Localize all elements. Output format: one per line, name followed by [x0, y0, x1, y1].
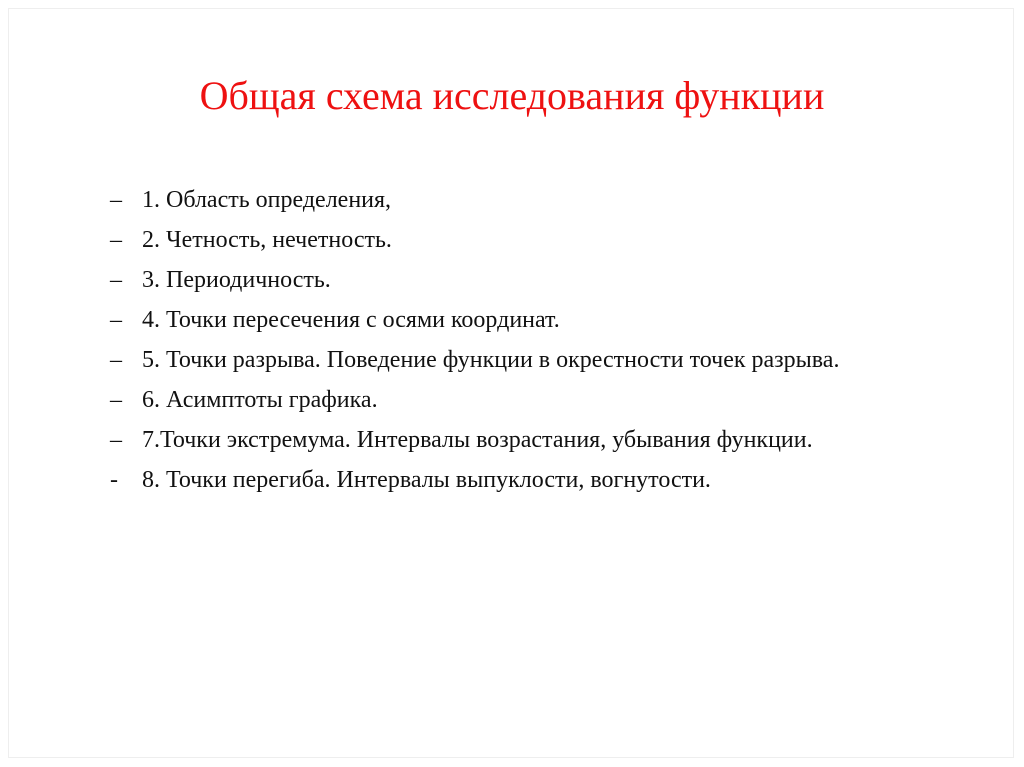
list-item — [110, 263, 910, 298]
bullet-marker: - — [110, 467, 118, 493]
list-item-text: 3. Периодичность. — [142, 267, 331, 293]
list-item-text: 6. Асимптоты графика. — [142, 387, 378, 413]
list-item-text: 7.Точки экстремума. Интервалы возрастания, убывания функции. — [142, 427, 813, 453]
list-item — [110, 423, 910, 458]
list-item-text: 4. Точки пересечения с осями координат. — [142, 307, 560, 333]
list-item — [110, 183, 910, 218]
bullet-marker: – — [110, 187, 122, 213]
list-item — [110, 463, 910, 498]
list-item-text: 8. Точки перегиба. Интервалы выпуклости, вогнутости. — [142, 467, 711, 493]
list-item-text: 1. Область определения, — [142, 187, 392, 213]
bullet-marker: – — [110, 267, 122, 293]
bullet-marker: – — [110, 347, 122, 373]
list-item — [110, 303, 910, 338]
list-item-text: 2. Четность, нечетность. — [142, 227, 392, 253]
bullet-marker: – — [110, 307, 122, 333]
bullet-marker: – — [110, 387, 122, 413]
bullet-marker: – — [110, 227, 122, 253]
bullet-marker: – — [110, 427, 122, 453]
list-item — [110, 343, 910, 378]
list-item-text: 5. Точки разрыва. Поведение функции в окрестности точек разрыва. — [142, 347, 840, 373]
list-item — [110, 383, 910, 418]
bullet-list — [110, 183, 910, 503]
slide-title: Общая схема исследования функции — [199, 73, 825, 118]
list-item — [110, 223, 910, 258]
